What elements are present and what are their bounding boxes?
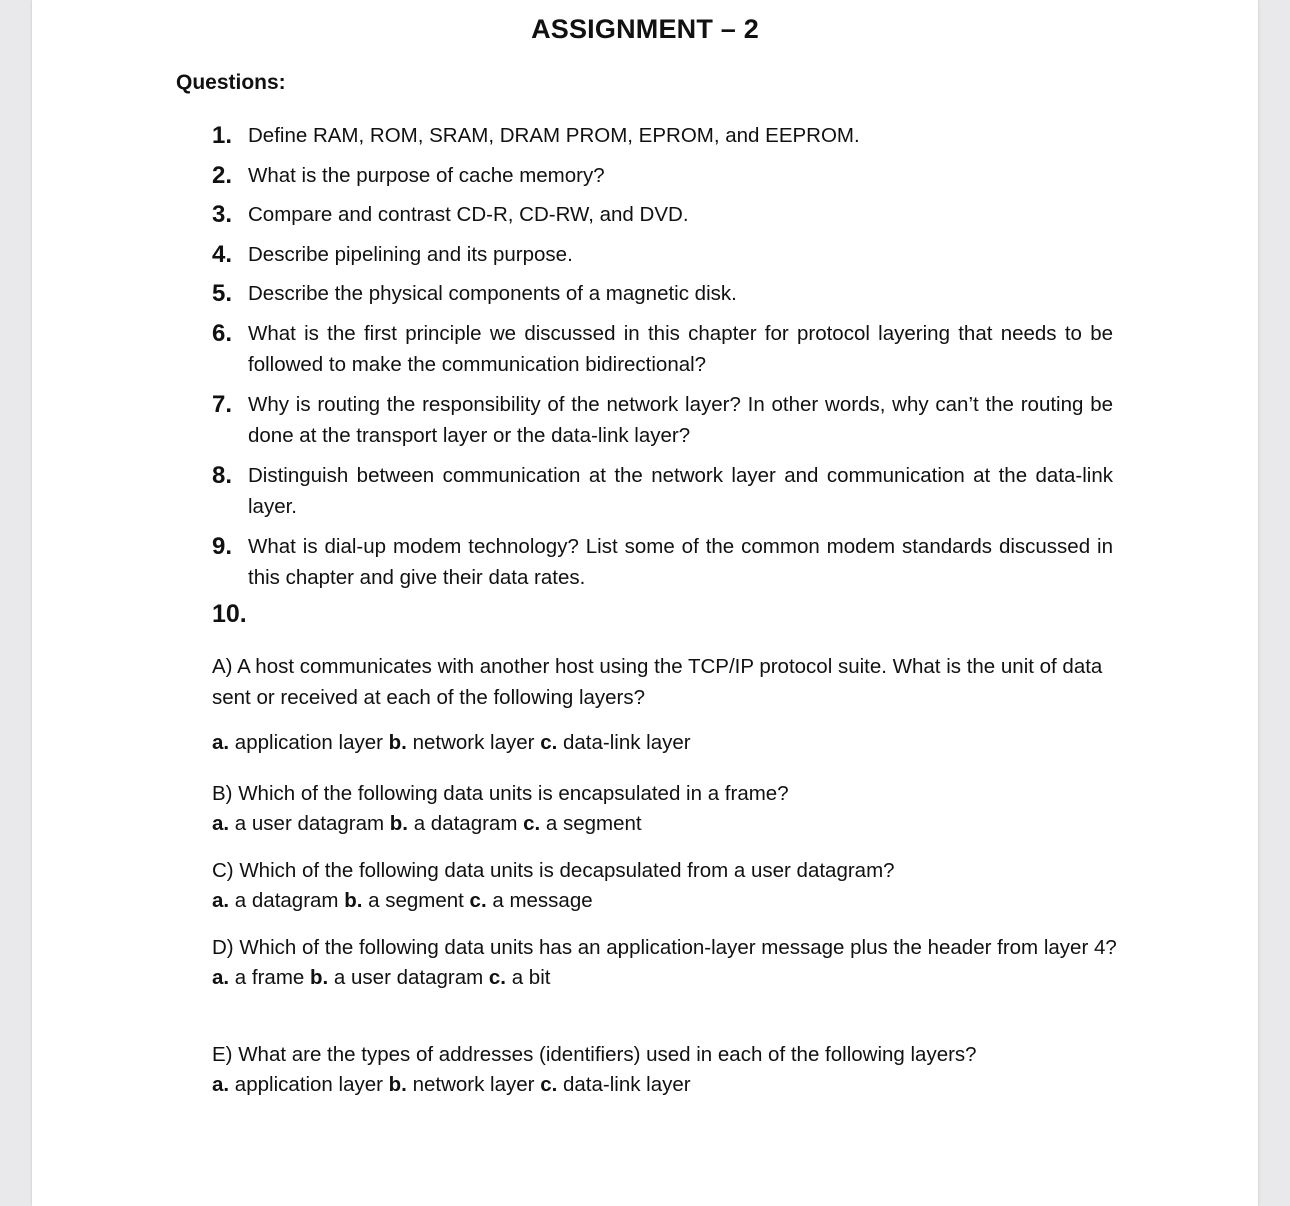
- question-item: [212, 239, 1113, 271]
- question-number: 9.: [212, 532, 233, 560]
- subquestion-c: [212, 856, 1117, 916]
- option-a-text: a datagram: [229, 889, 345, 912]
- option-b-text: a datagram: [408, 812, 524, 835]
- option-c-label: c.: [469, 889, 487, 912]
- question-10-number: 10.: [212, 600, 247, 628]
- option-a-label: a.: [212, 731, 230, 754]
- answer-options: [212, 886, 1117, 916]
- question-number: 5.: [212, 280, 233, 307]
- option-b-text: network layer: [406, 731, 541, 754]
- subquestion-text: A) A host communicates with another host using the TCP/IP protocol suite. What is the unit of data sent or received at each of the following layers?: [212, 655, 1103, 709]
- option-b-label: b.: [344, 889, 363, 912]
- subquestion-b: [212, 779, 1117, 839]
- question-item: [212, 318, 1113, 381]
- subquestion-a: [212, 651, 1117, 758]
- subquestion-e: [212, 1040, 1117, 1100]
- subquestion-text: D) Which of the following data units has an application-layer message plus the header from layer 4?: [212, 936, 1117, 959]
- option-c-label: c.: [523, 812, 541, 835]
- page-title: ASSIGNMENT – 2: [531, 14, 759, 44]
- question-text: Describe the physical components of a magnetic disk.: [248, 282, 737, 305]
- question-item: [212, 120, 1113, 152]
- question-text: Compare and contrast CD-R, CD-RW, and DVD.: [248, 203, 689, 226]
- option-c-label: c.: [540, 731, 558, 754]
- document-page: [32, 0, 1258, 1206]
- question-text: What is dial-up modem technology? List some of the common modem standards discussed in this chapter and give their data rates.: [248, 534, 1113, 589]
- subquestion-text: C) Which of the following data units is decapsulated from a user datagram?: [212, 859, 895, 882]
- question-item: [212, 199, 1113, 231]
- answer-options: [212, 809, 1117, 839]
- question-number: 2.: [212, 161, 233, 189]
- questions-heading: Questions:: [176, 71, 286, 94]
- question-text: Distinguish between communication at the network layer and communication at the data-link layer.: [248, 463, 1113, 518]
- question-item: [212, 531, 1113, 594]
- question-number: 6.: [212, 319, 233, 347]
- option-a-label: a.: [212, 889, 230, 912]
- option-b-text: a user datagram: [328, 966, 489, 989]
- option-b-text: network layer: [406, 1073, 541, 1096]
- question-text: What is the first principle we discussed in this chapter for protocol layering that needs to be followed to make the communication bidirectional?: [248, 321, 1113, 376]
- question-list: [212, 120, 1113, 602]
- option-b-label: b.: [389, 812, 408, 835]
- option-a-text: a user datagram: [229, 812, 390, 835]
- option-b-label: b.: [310, 966, 329, 989]
- option-c-text: data-link layer: [557, 1073, 691, 1096]
- question-item: [212, 160, 1113, 192]
- subquestion-d: [212, 933, 1117, 993]
- answer-options: [212, 963, 1117, 993]
- option-c-label: c.: [488, 966, 506, 989]
- question-number: 4.: [212, 240, 233, 268]
- option-c-label: c.: [540, 1073, 558, 1096]
- option-b-text: a segment: [362, 889, 470, 912]
- option-a-text: a frame: [229, 966, 310, 989]
- answer-options: [212, 728, 1117, 758]
- option-b-label: b.: [388, 731, 407, 754]
- option-a-label: a.: [212, 1073, 230, 1096]
- option-a-label: a.: [212, 966, 230, 989]
- answer-options: [212, 1070, 1117, 1100]
- question-number: 3.: [212, 201, 233, 228]
- question-number: 8.: [212, 461, 233, 489]
- question-item: [212, 389, 1113, 452]
- option-c-text: a segment: [540, 812, 642, 835]
- option-a-text: application layer: [229, 731, 389, 754]
- option-b-label: b.: [388, 1073, 407, 1096]
- option-a-label: a.: [212, 812, 230, 835]
- question-item: [212, 460, 1113, 523]
- subquestion-text: B) Which of the following data units is encapsulated in a frame?: [212, 782, 789, 805]
- question-item: [212, 278, 1113, 310]
- subquestion-text: E) What are the types of addresses (identifiers) used in each of the following layers?: [212, 1043, 977, 1066]
- question-text: Why is routing the responsibility of the network layer? In other words, why can’t the routing be done at the transport layer or the data-link layer?: [248, 392, 1113, 447]
- question-number: 1.: [212, 122, 233, 149]
- option-c-text: a bit: [506, 966, 551, 989]
- question-text: Define RAM, ROM, SRAM, DRAM PROM, EPROM, and EEPROM.: [248, 124, 860, 147]
- option-c-text: data-link layer: [557, 731, 691, 754]
- option-c-text: a message: [486, 889, 593, 912]
- question-text: Describe pipelining and its purpose.: [248, 242, 573, 266]
- option-a-text: application layer: [229, 1073, 389, 1096]
- question-text: What is the purpose of cache memory?: [248, 163, 605, 187]
- question-number: 7.: [212, 390, 233, 418]
